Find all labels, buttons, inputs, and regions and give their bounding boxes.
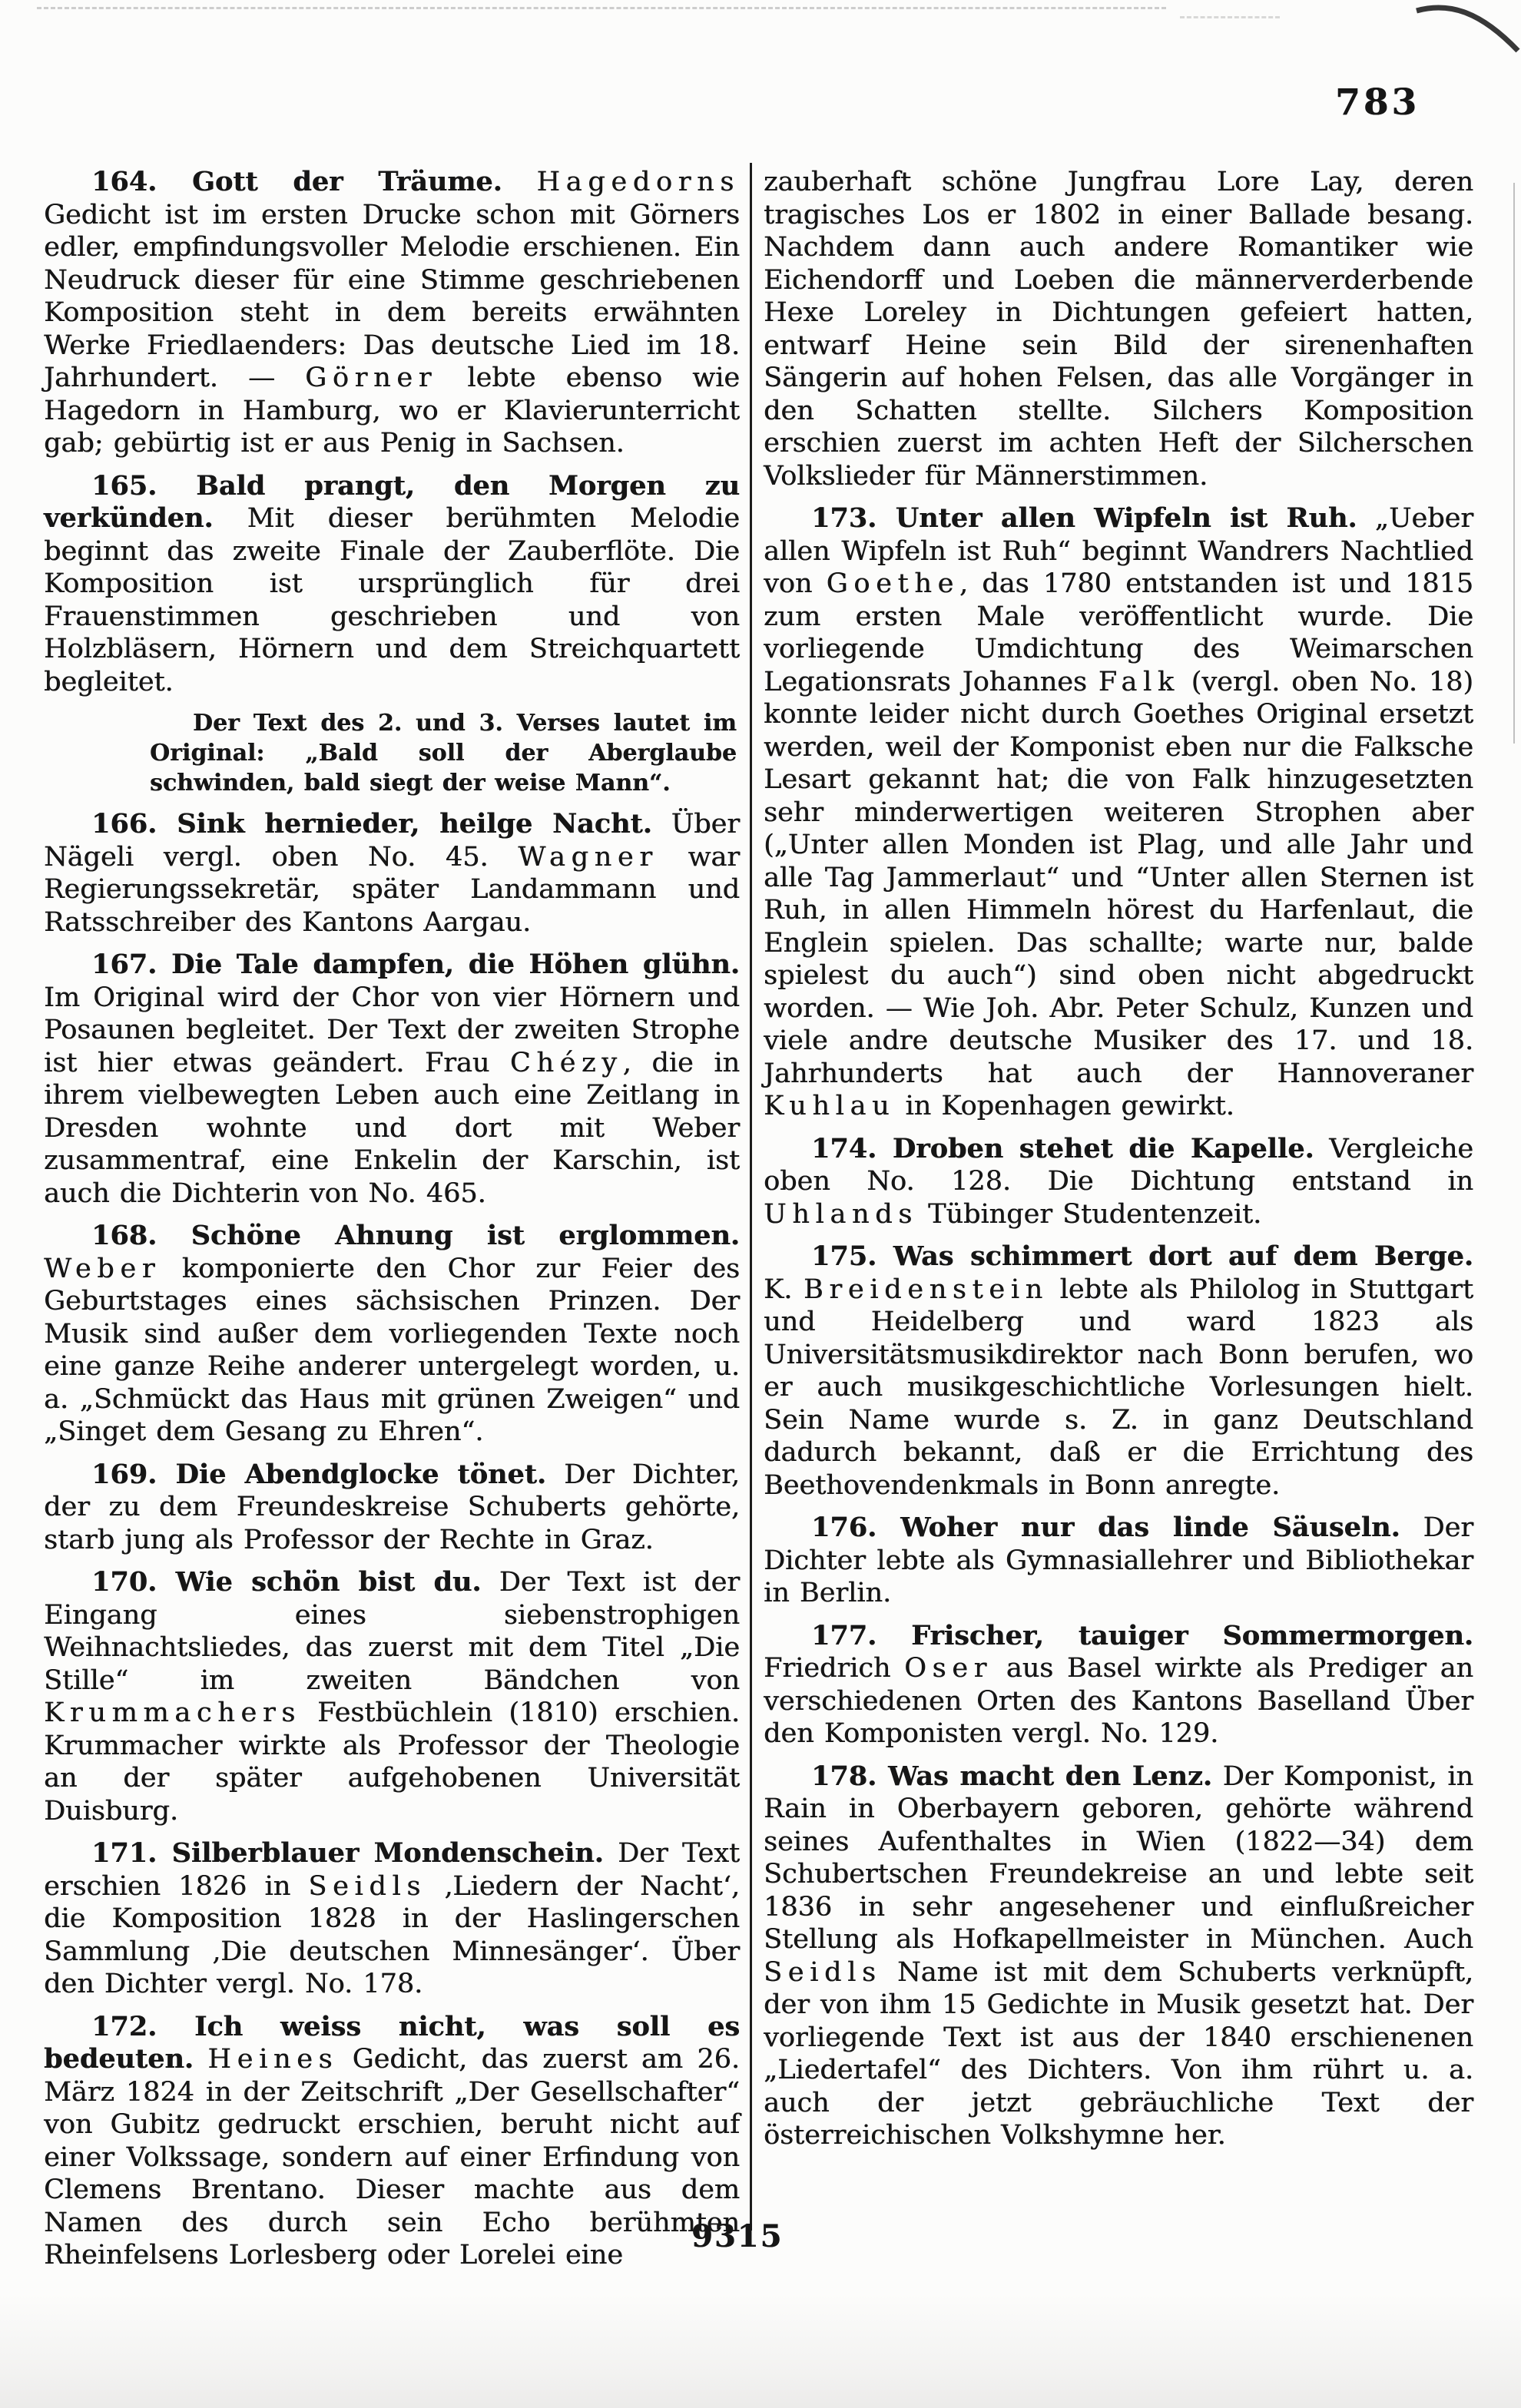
body-text: komponierte den Chor zur Feier des Geburtstages eines sächsischen Prinzen. Der Musik sind außer dem vorliegenden Texte noch eine ganze Reihe anderer untergelegt worden, u. a. „Schmückt das Haus mit grünen Zweigen“ und „Singet dem Gesang zu Ehren“. bbox=[44, 1253, 740, 1447]
spaced-name: Görner bbox=[305, 363, 438, 393]
entry-165-note bbox=[150, 708, 737, 798]
spaced-name: Kuhlau bbox=[764, 1091, 896, 1121]
body-text: in Kopenhagen gewirkt. bbox=[895, 1091, 1234, 1121]
scan-artifact-dashed-line-short bbox=[1180, 16, 1280, 18]
scan-artifact-dashed-line bbox=[37, 7, 1166, 9]
entry-heading: 175. Was schimmert dort auf dem Berge. bbox=[811, 1240, 1473, 1272]
entry-166 bbox=[44, 808, 740, 939]
spaced-name: Seidls bbox=[308, 1870, 426, 1902]
entry-heading: 171. Silberblauer Mondenschein. bbox=[91, 1837, 604, 1869]
entry-heading: 170. Wie schön bist du. bbox=[91, 1566, 482, 1598]
body-text: Im Original wird der Chor von vier Hörnern und Posaunen begleitet. Der Text der zweiten Strophe ist hier etwas geändert. Frau bbox=[44, 982, 740, 1078]
body-text: Gedicht ist im ersten Drucke schon mit Görners edler, empfindungsvoller Melodie erschienen. Ein Neudruck dieser für eine Stimme geschriebenen Komposition steht in dem bereits erwähnten Werke Friedlaenders: Das deutsche Lied im 18. Jahrhundert. — bbox=[44, 199, 740, 393]
entry-171 bbox=[44, 1837, 740, 2001]
scan-artifact-bottom-shading bbox=[0, 2293, 1521, 2408]
entry-175 bbox=[764, 1240, 1473, 1502]
spaced-name: Chézy bbox=[509, 1047, 623, 1078]
body-text: aus Basel wirkte als Prediger an verschiedenen Orten des Kantons Baselland Über den Komponisten vergl. No. 129. bbox=[764, 1653, 1473, 1749]
entry-167 bbox=[44, 949, 740, 1210]
left-column bbox=[44, 166, 740, 2272]
entry-165 bbox=[44, 470, 740, 699]
entry-heading: 173. Unter allen Wipfeln ist Ruh. bbox=[811, 502, 1357, 534]
spaced-name: Weber bbox=[44, 1253, 161, 1284]
page-number: 783 bbox=[1335, 81, 1420, 124]
body-text: Der Text erschien 1826 in bbox=[44, 1838, 740, 1902]
entry-176 bbox=[764, 1512, 1473, 1610]
entry-170 bbox=[44, 1566, 740, 1827]
entry-heading: 178. Was macht den Lenz. bbox=[811, 1760, 1212, 1792]
body-text: „Ueber allen Wipfeln ist Ruh“ beginnt Wandrers Nachtlied von bbox=[764, 503, 1473, 599]
body-text: Festbüchlein (1810) erschien. Krummacher wirkte als Professor der Theologie an der später aufgehobenen Universität Duisburg. bbox=[44, 1698, 740, 1827]
body-text: lebte ebenso wie Hagedorn in Hamburg, wo er Klavierunterricht gab; gebürtig ist er aus Penig in Sachsen. bbox=[44, 363, 740, 459]
body-text: Der Dichter lebte als Gymnasiallehrer und Bibliothekar in Berlin. bbox=[764, 1512, 1473, 1608]
entry-177 bbox=[764, 1620, 1473, 1751]
entry-164 bbox=[44, 166, 740, 460]
entry-168 bbox=[44, 1220, 740, 1449]
body-text bbox=[194, 2044, 207, 2075]
body-text: war Regierungssekretär, später Landammann und Ratsschreiber des Kantons Aargau. bbox=[44, 841, 740, 938]
body-text: Der Komponist, in Rain in Oberbayern geboren, gehörte während seines Aufenthaltes in Wien (1822—34) dem Schubertschen Freundekreise an und lebte seit 1836 in sehr angesehener und einflußreicher Stellung als Hofkapellmeister in München. Auch bbox=[764, 1760, 1474, 1955]
body-text: Der Dichter, der zu dem Freundeskreise Schuberts gehörte, starb jung als Professor der Rechte in Graz. bbox=[44, 1459, 740, 1555]
entry-172-continuation bbox=[764, 166, 1473, 492]
entry-heading: 174. Droben stehet die Kapelle. bbox=[811, 1132, 1314, 1164]
entry-heading: 177. Frischer, tauiger Sommermorgen. bbox=[811, 1619, 1473, 1651]
page-curl-mark bbox=[1413, 0, 1521, 61]
entry-heading: 169. Die Abendglocke tönet. bbox=[91, 1458, 547, 1490]
right-column bbox=[764, 166, 1473, 2152]
body-text: Name ist mit dem Schuberts verknüpft, der von ihm 15 Gedichte in Musik gesetzt hat. Der vorliegende Text ist aus der 1840 erschienenen „Liedertafel“ des Dichters. Von ihm rührt u. a. auch der jetzt gebräuchliche Text der österreichischen Volkshymne her. bbox=[764, 1956, 1473, 2151]
body-text: Vergleiche oben No. 128. Die Dichtung entstand in bbox=[764, 1133, 1474, 1197]
body-text: K. bbox=[764, 1274, 804, 1305]
spaced-name: Krummachers bbox=[44, 1698, 301, 1728]
entry-172 bbox=[44, 2011, 740, 2272]
body-text: , das 1780 entstanden ist und 1815 zum ersten Male veröffentlicht wurde. Die vorliegende Umdichtung des Weimarschen Legationsrats Johannes bbox=[764, 568, 1473, 697]
body-text: lebte als Philolog in Stuttgart und Heidelberg und ward 1823 als Universitätsmusikdirektor nach Bonn berufen, wo er auch musikgeschichtliche Vorlesungen hielt. Sein Name wurde s. Z. in ganz Deutschland dadurch bekannt, daß er die Errichtung des Beethovendenkmals in Bonn anregte. bbox=[764, 1274, 1473, 1501]
entry-174 bbox=[764, 1133, 1473, 1231]
entry-173 bbox=[764, 502, 1473, 1123]
entry-heading: 167. Die Tale dampfen, die Höhen glühn. bbox=[91, 949, 740, 980]
spaced-name: Goethe bbox=[826, 568, 959, 599]
spaced-name: Uhlands bbox=[764, 1198, 918, 1230]
entry-169 bbox=[44, 1459, 740, 1557]
spaced-name: Falk bbox=[1098, 666, 1180, 697]
footer-plate-number: 9315 bbox=[691, 2218, 784, 2254]
spaced-name: Oser bbox=[904, 1653, 993, 1684]
spaced-name: Heines bbox=[207, 2044, 339, 2075]
body-text: Tübinger Studentenzeit. bbox=[917, 1198, 1262, 1230]
entry-heading: 176. Woher nur das linde Säuseln. bbox=[811, 1512, 1400, 1543]
spaced-name: Seidls bbox=[764, 1956, 882, 1988]
body-text: (vergl. oben No. 18) konnte leider nicht durch Goethes Original ersetzt werden, weil der Komponist eben nur die Falksche Lesart gekannt hat; die von Falk hinzugesetzten sehr minderwertigen weiteren Strophen aber („Unter allen Monden ist Plag, und alle Jahr und alle Tag Jammerlaut“ und “Unter allen Sternen ist Ruh, in allen Himmeln hörest du Harfenlaut, die Englein spielen. Das schallte; warte nur, balde spielest du auch“) sind oben nicht abgedruckt worden. — Wie Joh. Abr. Peter Schulz, Kunzen und viele andre deutsche Musiker des 17. und 18. Jahrhunderts hat auch der Hannoveraner bbox=[764, 666, 1473, 1089]
column-divider-rule bbox=[750, 163, 752, 2231]
entry-heading: 165. Bald prangt, den Morgen zu verkünden. bbox=[44, 469, 740, 534]
entry-heading: 168. Schöne Ahnung ist erglommen. bbox=[91, 1220, 740, 1251]
spaced-name: Wagner bbox=[518, 841, 658, 873]
body-text: , die in ihrem vielbewegten Leben auch eine Zeitlang in Dresden wohnte und dort mit Weber zusammentraf, eine Enkelin der Karschin, ist auch die Dichterin von No. 465. bbox=[44, 1047, 740, 1209]
entry-heading: 172. Ich weiss nicht, was soll es bedeuten. bbox=[44, 2010, 740, 2075]
entry-heading: 164. Gott der Träume. bbox=[91, 166, 502, 197]
spaced-name: Breidenstein bbox=[803, 1274, 1049, 1305]
body-text: Der Text ist der Eingang eines siebenstrophigen Weihnachtsliedes, das zuerst mit dem Titel „Die Stille“ im zweiten Bändchen von bbox=[44, 1567, 740, 1696]
body-text: ‚Liedern der Nacht‘, die Komposition 1828 in der Haslingerschen Sammlung ‚Die deutschen Minnesänger‘. Über den Dichter vergl. No. 178. bbox=[44, 1870, 740, 1999]
body-text: Mit dieser berühmten Melodie beginnt das zweite Finale der Zauberflöte. Die Komposition ist ursprünglich für drei Frauenstimmen geschrieben und von Holzbläsern, Hörnern und dem Streichquartett begleitet. bbox=[44, 503, 740, 697]
spaced-name: Hagedorns bbox=[536, 167, 740, 197]
scan-artifact-page-edge bbox=[1513, 183, 1515, 744]
entry-178 bbox=[764, 1760, 1473, 2152]
body-text: Gedicht, das zuerst am 26. März 1824 in der Zeitschrift „Der Gesellschafter“ von Gubitz gedruckt erschien, beruht nicht auf einer Volkssage, sondern auf einer Erfindung von Clemens Brentano. Dieser machte aus dem Namen des durch sein Echo berühmten Rheinfelsens Lorlesberg oder Lorelei eine bbox=[44, 2044, 740, 2271]
entry-heading: 166. Sink hernieder, heilge Nacht. bbox=[91, 808, 652, 840]
body-text: Der Text des 2. und 3. Verses lautet im Original: „Bald soll der Aberglaube schwinden, bald siegt der weise Mann“. bbox=[150, 710, 737, 797]
body-text bbox=[502, 167, 537, 197]
body-text: Über Nägeli vergl. oben No. 45. bbox=[44, 809, 740, 873]
body-text: Friedrich bbox=[764, 1653, 905, 1684]
body-text: zauberhaft schöne Jungfrau Lore Lay, deren tragisches Los er 1802 in einer Ballade besang. Nachdem dann auch andere Romantiker wie Eichendorff und Loeben die männerverderbende Hexe Loreley in Dichtungen gefeiert hatten, entwarf Heine sein Bild der sirenenhaften Sängerin auf hohen Felsen, das alle Vorgänger in den Schatten stellte. Silchers Komposition erschien zuerst im achten Heft der Silcherschen Volkslieder für Männerstimmen. bbox=[764, 167, 1473, 492]
